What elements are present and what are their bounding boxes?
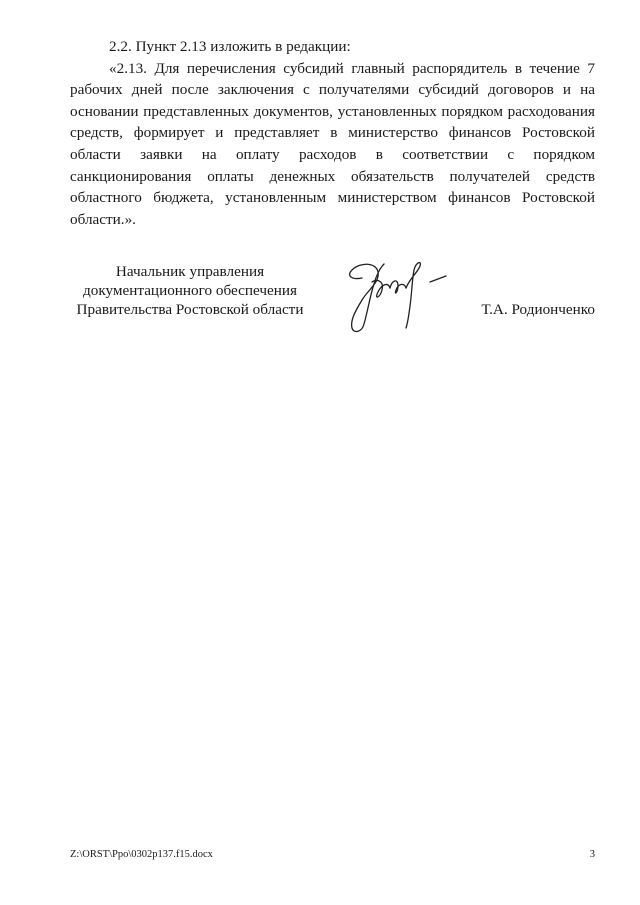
footer-page-number: 3 [589,849,595,860]
signatory-position [70,262,310,319]
document-body [70,36,595,230]
signatory-position-line: Правительства Ростовской области [76,301,304,318]
amendment-text-paragraph: «2.13. Для перечисления субсидий главный распорядитель в течение 7 рабочих дней после заключения с получателями субсидий договоров и на основании представленных документов, установленных порядком расходования средств, формирует и представляет в министерство финансов Ростовской области заявки на оплату расходов в соответствии с порядком санкционирования оплаты денежных обязательств получателей средств областного бюджета, установленным министерством финансов Ростовской области.». [70,59,595,228]
signatory-position-line: документационного обеспечения [83,282,297,299]
signatory-name: Т.А. Родионченко [481,301,595,318]
footer-file-path: Z:\ORST\Ppo\0302p137.f15.docx [70,849,213,860]
amendment-intro-paragraph: 2.2. Пункт 2.13 изложить в редакции: [109,38,351,55]
signatory-position-line: Начальник управления [115,263,265,280]
handwritten-signature [332,248,450,340]
